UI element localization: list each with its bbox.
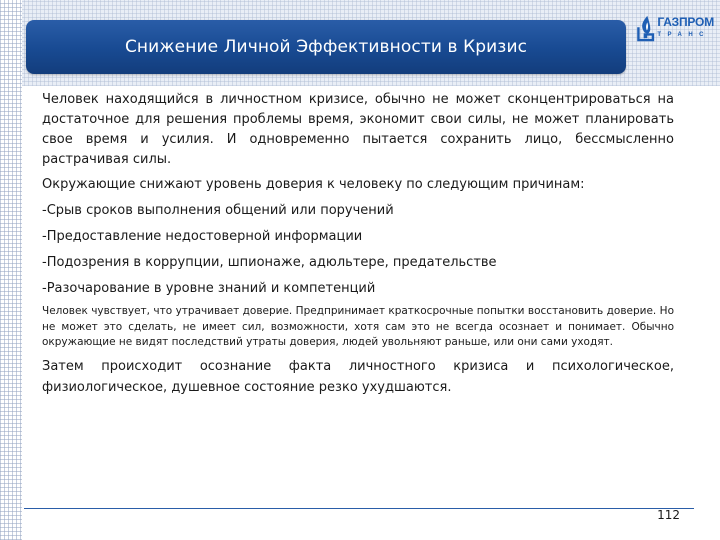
paragraph-1: Человек находящийся в личностном кризисе, обычно не может сконцентрироваться на достаточное для решения проблемы время, экономит свои силы, не может планировать свое время и усилия. И одновременно пытается сохранить лицо, бессмысленно растрачивая силы.	[42, 92, 674, 167]
flame-logo-icon	[636, 12, 655, 44]
paragraph-4: Затем происходит осознание факта личностного кризиса и психологическое, физиологическое, душевное состояние резко ухудшаются.	[42, 358, 674, 395]
page-number: 112	[657, 508, 680, 522]
left-decor-stripe	[0, 0, 22, 540]
paragraph-3: Человек чувствует, что утрачивает доверие. Предпринимает краткосрочные попытки восстановить доверие. Но не может это сделать, не имеет сил, возможности, хотя сам это не всегда осознает и понимает. Обычно окружающие не видят последствий утраты доверия, людей увольняют раньше, или они сами уходят.	[42, 305, 674, 348]
logo-subtitle: ТРАНС	[657, 32, 710, 38]
slide-title: Снижение Личной Эффективности в Кризис	[124, 37, 528, 57]
logo-name: ГАЗПРОМ	[657, 15, 714, 29]
list-item-1: -Срыв сроков выполнения общений или поручений	[42, 203, 394, 218]
footer-divider	[24, 508, 694, 509]
company-logo	[636, 12, 714, 46]
list-item-2: -Предоставление недостоверной информации	[42, 229, 363, 244]
list-item-4: -Разочарование в уровне знаний и компетенций	[42, 281, 376, 296]
list-item-3: -Подозрения в коррупции, шпионаже, адюльтере, предательстве	[42, 255, 497, 270]
paragraph-2: Окружающие снижают уровень доверия к человеку по следующим причинам:	[42, 177, 585, 192]
slide-body	[42, 90, 674, 398]
title-bar	[26, 20, 626, 74]
